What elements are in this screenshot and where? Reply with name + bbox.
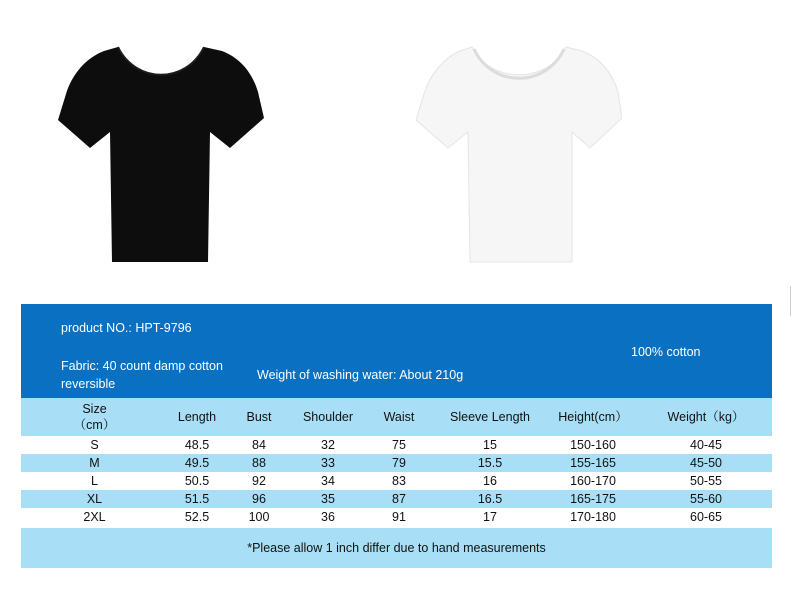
- measurement-note: *Please allow 1 inch differ due to hand measurements: [21, 528, 772, 568]
- cell-sleeve: 16.5: [477, 492, 503, 506]
- cell-weight: 45-50: [690, 456, 722, 470]
- table-row: [21, 490, 772, 508]
- edge-line: [790, 286, 791, 316]
- cell-length: 52.5: [184, 510, 210, 524]
- cell-weight: 40-45: [690, 438, 722, 452]
- fabric-info: Fabric: 40 count damp cotton: [61, 359, 223, 373]
- cell-height: 165-175: [570, 492, 616, 506]
- header-height: Height(cm）: [558, 410, 628, 424]
- cell-sleeve: 16: [483, 474, 497, 488]
- material-info: 100% cotton: [631, 345, 701, 359]
- header-length: Length: [177, 410, 217, 424]
- cell-waist: 87: [392, 492, 406, 506]
- cell-shoulder: 34: [321, 474, 335, 488]
- cell-height: 150-160: [570, 438, 616, 452]
- cell-shoulder: 36: [321, 510, 335, 524]
- product-info-band: [21, 304, 772, 398]
- cell-weight: 55-60: [690, 492, 722, 506]
- cell-size: S: [90, 438, 99, 452]
- cell-height: 170-180: [570, 510, 616, 524]
- cell-height: 155-165: [570, 456, 616, 470]
- cell-shoulder: 33: [321, 456, 335, 470]
- cell-sleeve: 17: [483, 510, 497, 524]
- header-size-unit: （cm）: [73, 418, 116, 432]
- washing-water-weight: Weight of washing water: About 210g: [257, 368, 464, 382]
- header-waist: Waist: [383, 410, 415, 424]
- table-row: [21, 436, 772, 454]
- table-header-row: [21, 398, 772, 436]
- table-row: [21, 472, 772, 490]
- black-tshirt-image: [58, 44, 264, 264]
- header-size: [21, 398, 168, 436]
- product-number: product NO.: HPT-9796: [61, 321, 192, 335]
- cell-sleeve: 15: [483, 438, 497, 452]
- header-shoulder: Shoulder: [302, 410, 354, 424]
- fabric-info-line2: reversible: [61, 377, 116, 391]
- cell-bust: 88: [252, 456, 266, 470]
- cell-size: M: [89, 456, 100, 470]
- cell-length: 50.5: [184, 474, 210, 488]
- cell-waist: 79: [392, 456, 406, 470]
- cell-waist: 75: [392, 438, 406, 452]
- header-weight: Weight（kg）: [667, 410, 745, 424]
- table-row: [21, 454, 772, 472]
- cell-sleeve: 15.5: [477, 456, 503, 470]
- cell-bust: 96: [252, 492, 266, 506]
- cell-shoulder: 35: [321, 492, 335, 506]
- cell-bust: 100: [248, 510, 270, 524]
- white-tshirt-image: [416, 44, 622, 264]
- cell-bust: 92: [252, 474, 266, 488]
- cell-height: 160-170: [570, 474, 616, 488]
- cell-size: XL: [86, 492, 103, 506]
- header-sleeve-length: Sleeve Length: [450, 410, 530, 424]
- cell-length: 48.5: [184, 438, 210, 452]
- cell-length: 49.5: [184, 456, 210, 470]
- cell-bust: 84: [252, 438, 266, 452]
- size-chart-table: [21, 398, 772, 526]
- table-row: [21, 508, 772, 526]
- cell-weight: 60-65: [690, 510, 722, 524]
- cell-waist: 91: [392, 510, 406, 524]
- header-bust: Bust: [246, 410, 272, 424]
- cell-length: 51.5: [184, 492, 210, 506]
- cell-shoulder: 32: [321, 438, 335, 452]
- cell-size: 2XL: [83, 510, 106, 524]
- header-size-label: Size: [82, 402, 107, 416]
- cell-waist: 83: [392, 474, 406, 488]
- cell-size: L: [91, 474, 98, 488]
- cell-weight: 50-55: [690, 474, 722, 488]
